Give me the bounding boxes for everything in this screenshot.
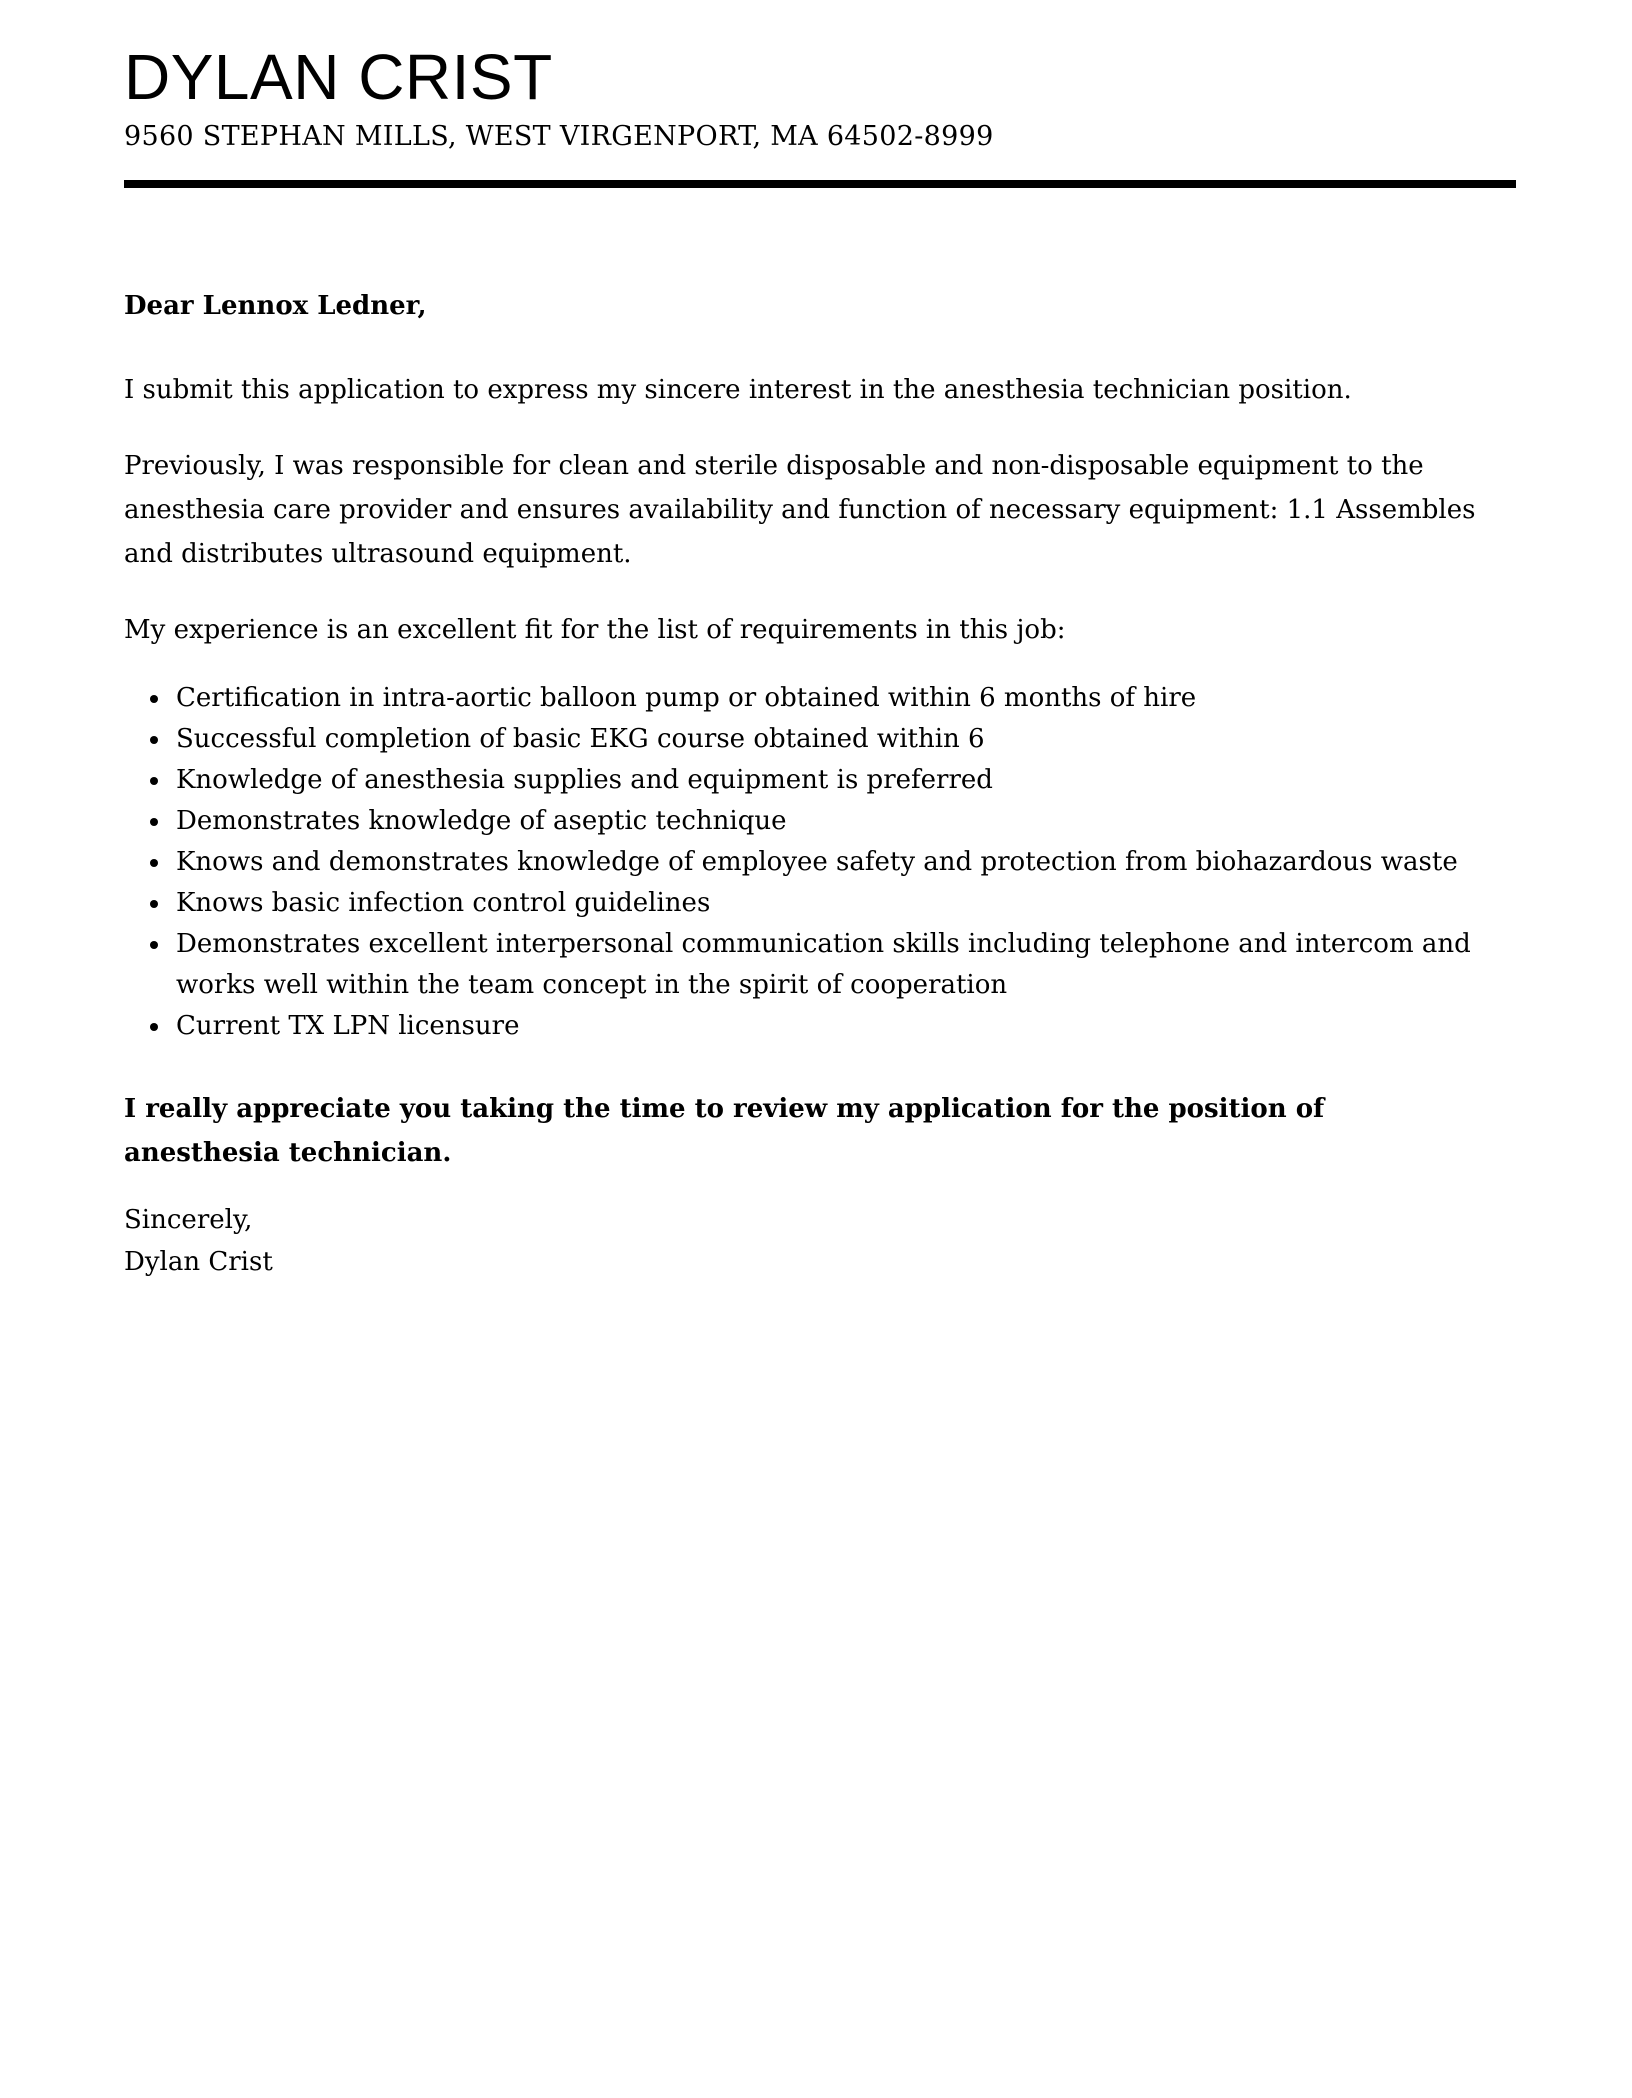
paragraph-fit: My experience is an excellent fit for the list of requirements in this job: [124, 615, 1066, 645]
divider-rule [124, 180, 1516, 188]
requirement-item: • Knowledge of anesthesia supplies and equipment is preferred [172, 760, 1472, 801]
requirement-item: • Successful completion of basic EKG course obtained within 6 [172, 719, 1472, 760]
signoff: Sincerely, [124, 1205, 253, 1235]
signature-name: Dylan Crist [124, 1247, 273, 1277]
requirement-item: • Current TX LPN licensure [172, 1006, 1472, 1047]
requirement-item: • Demonstrates knowledge of aseptic technique [172, 801, 1472, 842]
letterhead [124, 42, 1516, 188]
requirement-item: • Demonstrates excellent interpersonal communication skills including telephone and intercom and works well within the team concept in the spirit of cooperation [172, 924, 1472, 1006]
salutation: Dear Lennox Ledner, [124, 291, 427, 321]
requirement-item: • Certification in intra-aortic balloon pump or obtained within 6 months of hire [172, 678, 1472, 719]
signoff-block [124, 1199, 1516, 1283]
requirement-item: • Knows basic infection control guidelines [172, 883, 1472, 924]
paragraph-experience: Previously, I was responsible for clean and sterile disposable and non-disposable equipment to the anesthesia care provider and ensures availability and function of necessary equipment: 1.1 Assembles and distributes ultrasound equipment. [124, 451, 1476, 569]
requirement-item: • Knows and demonstrates knowledge of employee safety and protection from biohazardous waste [172, 842, 1472, 883]
applicant-address: 9560 STEPHAN MILLS, WEST VIRGENPORT, MA 64502-8999 [124, 121, 994, 152]
requirements-list [124, 678, 1472, 1047]
applicant-name: DYLAN CRIST [124, 41, 553, 113]
paragraph-closing: I really appreciate you taking the time to review my application for the position of anesthesia technician. [124, 1094, 1325, 1168]
paragraph-intro: I submit this application to express my sincere interest in the anesthesia technician position. [124, 375, 1352, 405]
letter-body [124, 284, 1516, 1283]
